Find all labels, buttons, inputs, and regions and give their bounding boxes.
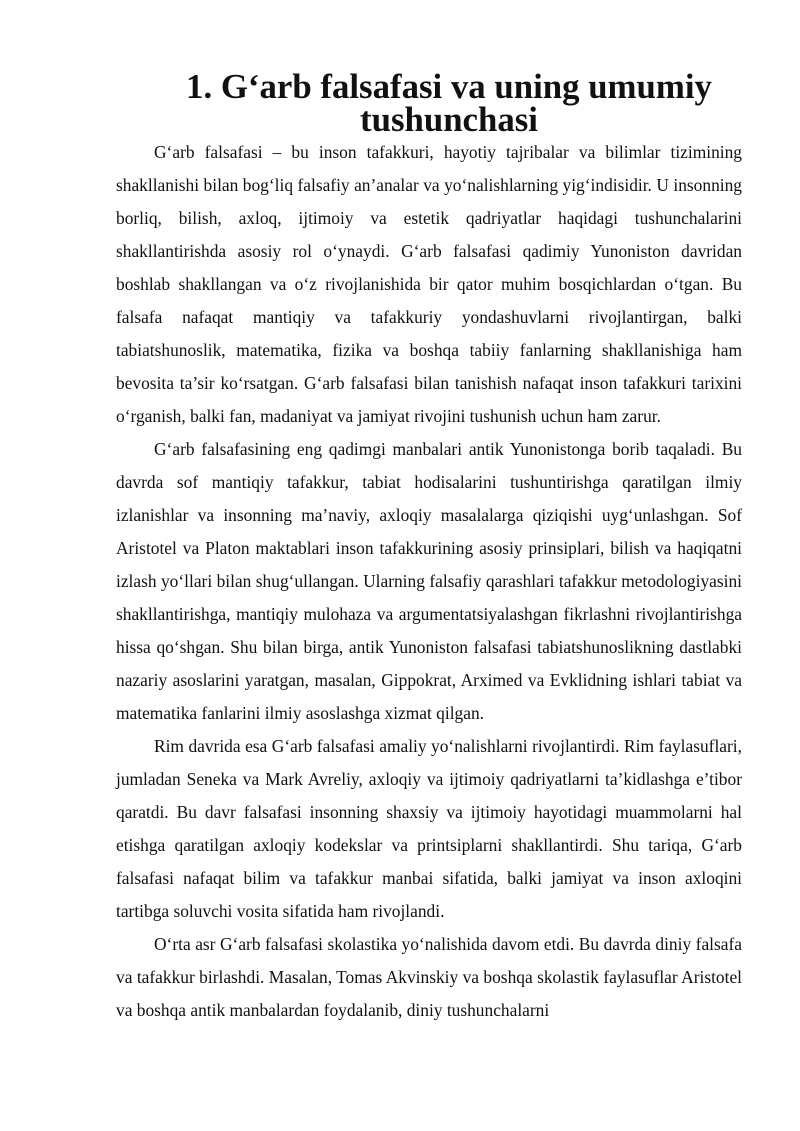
paragraph-intro: G‘arb falsafasi – bu inson tafakkuri, hayotiy tajribalar va bilimlar tizimining shakllanishi bilan bog‘liq falsafiy an’analar va yo‘nalishlarning yig‘indisidir. U insonning borliq, bilish, axloq, ijtimoiy va estetik qadriyatlar haqidagi tushunchalarini shakllantirishda asosiy rol o‘ynaydi. G‘arb falsafasi qadimiy Yunoniston davridan boshlab shakllangan va o‘z rivojlanishida bir qator muhim bosqichlardan o‘tgan. Bu falsafa nafaqat mantiqiy va tafakkuriy yondashuvlarni rivojlantirgan, balki tabiatshunoslik, matematika, fizika va boshqa tabiiy fanlarning shakllanishiga ham bevosita ta’sir ko‘rsatgan. G‘arb falsafasi bilan tanishish nafaqat inson tafakkuri tarixini o‘rganish, balki fan, madaniyat va jamiyat rivojini tushunish uchun ham zarur.: [116, 142, 742, 426]
paragraph-rome: Rim davrida esa G‘arb falsafasi amaliy yo‘nalishlarni rivojlantirdi. Rim faylasuflari, jumladan Seneka va Mark Avreliy, axloqiy va ijtimoiy qadriyatlarni ta’kidlashga e’tibor qaratdi. Bu davr falsafasi insonning shaxsiy va ijtimoiy hayotidagi muammolarni hal etishga qaratilgan axloqiy kodekslar va printsiplarni shakllantirdi. Shu tariqa, G‘arb falsafasi nafaqat bilim va tafakkur manbai sifatida, balki jamiyat va inson axloqini tartibga soluvchi vosita sifatida ham rivojlandi.: [116, 736, 742, 921]
paragraph-middle-ages: O‘rta asr G‘arb falsafasi skolastika yo‘nalishida davom etdi. Bu davrda diniy falsafa va tafakkur birlashdi. Masalan, Tomas Akvinskiy va boshqa skolastik faylasuflar Aristotel va boshqa antik manbalardan foydalanib, diniy tushunchalarni: [116, 934, 742, 1020]
section-title: 1. G‘arb falsafasi va uning umumiy tushunchasi: [186, 67, 712, 139]
document-page: [116, 67, 742, 1027]
paragraph-antiquity: G‘arb falsafasining eng qadimgi manbalari antik Yunonistonga borib taqaladi. Bu davrda sof mantiqiy tafakkur, tabiat hodisalarini tushuntirishga qaratilgan ilmiy izlanishlar va insonning ma’naviy, axloqiy masalalarga qiziqishi uyg‘unlashgan. Sof Aristotel va Platon maktablari inson tafakkurining asosiy prinsiplari, bilish va haqiqatni izlash yo‘llari bilan shug‘ullangan. Ularning falsafiy qarashlari tafakkur metodologiyasini shakllantirishga, mantiqiy mulohaza va argumentatsiyalashgan fikrlashni rivojlantirishga hissa qo‘shgan. Shu bilan birga, antik Yunoniston falsafasi tabiatshunoslikning dastlabki nazariy asoslarini yaratgan, masalan, Gippokrat, Arximed va Evklidning ishlari tabiat va matematika fanlarini ilmiy asoslashga xizmat qilgan.: [116, 439, 742, 723]
